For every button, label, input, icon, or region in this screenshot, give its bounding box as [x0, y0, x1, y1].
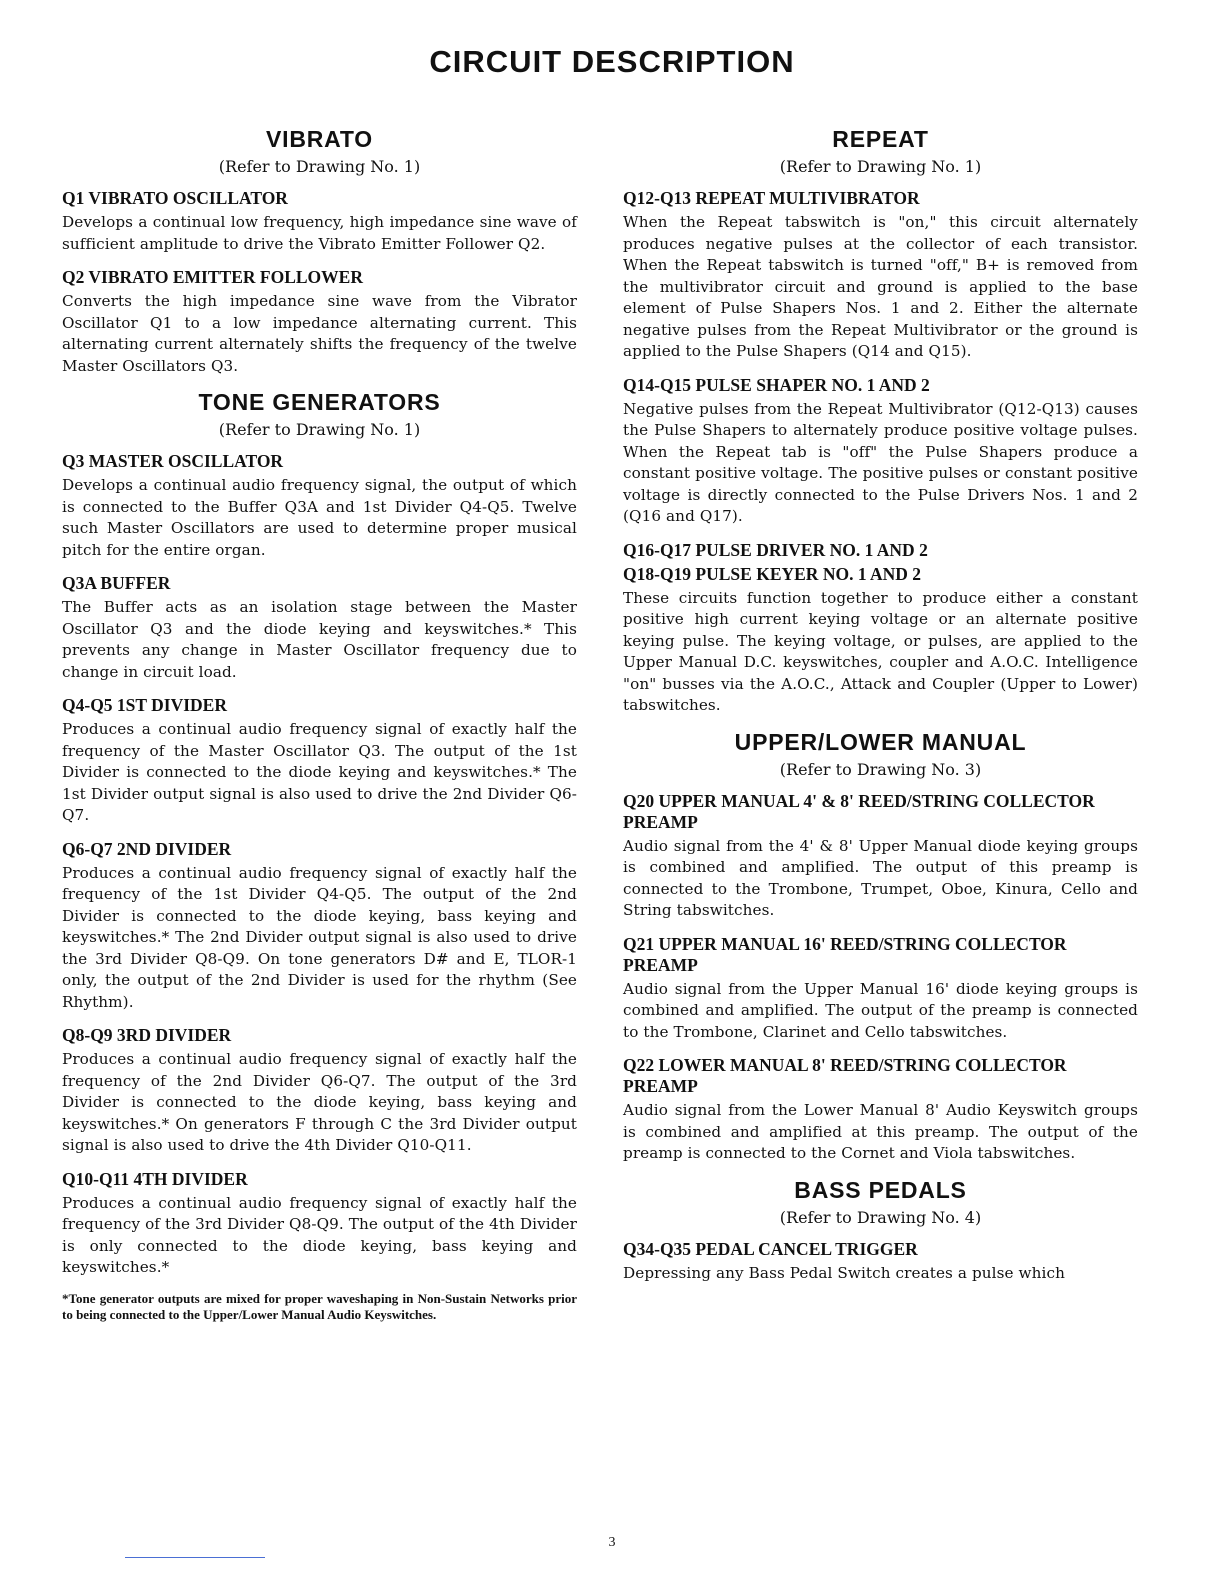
circuit-item: [623, 1055, 1138, 1165]
circuit-item: [62, 188, 577, 255]
circuit-item: [623, 188, 1138, 363]
circuit-item-title: Q8-Q9 3RD DIVIDER: [62, 1025, 232, 1045]
circuit-item-body: Produces a continual audio frequency signal of exactly half the frequency of the 1st Divider Q4-Q5. The output of the 2nd Divider is connected to the diode keying, bass keying and keyswitches.* The 2nd Divider output signal is also used to drive the 3rd Divider Q8-Q9. On tone generators D# and E, TLOR-1 only, the output of the 2nd Divider is used for the rhythm (See Rhythm).: [62, 863, 577, 1011]
section-tone-generators: [62, 389, 577, 1279]
circuit-item-title: Q12-Q13 REPEAT MULTIVIBRATOR: [623, 188, 920, 208]
circuit-item: [623, 1239, 1138, 1285]
circuit-item-body: Converts the high impedance sine wave from the Vibrator Oscillator Q1 to a low impedance alternating current. This alternating current alternately shifts the frequency of the twelve Master Oscillators Q3.: [62, 292, 577, 375]
circuit-item-body: Produces a continual audio frequency signal of exactly half the frequency of the 2nd Divider Q6-Q7. The output of the 3rd Divider is connected to the diode keying, bass keying and keyswitches.* On generators F through C the 3rd Divider output signal is also used to drive the 4th Divider Q10-Q11.: [62, 1050, 577, 1154]
page-number: 3: [608, 1535, 616, 1550]
footnote: *Tone generator outputs are mixed for proper waveshaping in Non-Sustain Networks prior to being connected to the Upper/Lower Manual Audio Keyswitches.: [62, 1290, 577, 1322]
left-column: [62, 120, 577, 1323]
section-vibrato: [62, 126, 577, 377]
circuit-item: [62, 695, 577, 827]
section-reference: (Refer to Drawing No. 1): [218, 420, 421, 439]
circuit-item-title: Q3A BUFFER: [62, 573, 171, 593]
circuit-item-body: Develops a continual low frequency, high impedance sine wave of sufficient amplitude to drive the Vibrato Emitter Follower Q2.: [62, 213, 577, 253]
circuit-item: [623, 375, 1138, 528]
circuit-item-title: Q4-Q5 1ST DIVIDER: [62, 695, 227, 715]
page-title: CIRCUIT DESCRIPTION: [429, 44, 795, 79]
circuit-item-title: Q22 LOWER MANUAL 8' REED/STRING COLLECTOR PREAMP: [623, 1055, 1067, 1096]
circuit-item: [62, 1025, 577, 1157]
circuit-item: [62, 839, 577, 1014]
right-column: [623, 120, 1138, 1296]
section-repeat: [623, 126, 1138, 717]
circuit-item-body: When the Repeat tabswitch is "on," this circuit alternately produces negative pulses at the collector of each transistor. When the Repeat tabswitch is turned "off," B+ is removed from the multivibrator circuit and ground is applied to the base element of Pulse Shapers Nos. 1 and 2. Either the alternate negative pulses from the Repeat Multivibrator or the ground is applied to the Pulse Shapers (Q14 and Q15).: [623, 213, 1138, 360]
circuit-item-body: Audio signal from the Lower Manual 8' Audio Keyswitch groups is combined and amplified at this preamp. The output of the preamp is connected to the Cornet and Viola tabswitches.: [623, 1101, 1138, 1162]
section-title: VIBRATO: [266, 126, 373, 152]
circuit-item-title: Q16-Q17 PULSE DRIVER NO. 1 AND 2: [623, 539, 928, 560]
section-title: UPPER/LOWER MANUAL: [734, 728, 1027, 755]
circuit-item: [623, 540, 1138, 717]
circuit-item: [62, 1169, 577, 1279]
circuit-item-title-secondary: Q18-Q19 PULSE KEYER NO. 1 AND 2: [623, 563, 922, 584]
section-title: TONE GENERATORS: [198, 389, 441, 415]
circuit-item-title: Q2 VIBRATO EMITTER FOLLOWER: [62, 267, 363, 287]
section-title: BASS PEDALS: [794, 1176, 967, 1203]
circuit-item-body: Develops a continual audio frequency signal, the output of which is connected to the Buffer Q3A and 1st Divider Q4-Q5. Twelve such Master Oscillators are used to determine proper musical pitch for the entire organ.: [62, 476, 577, 559]
section-reference: (Refer to Drawing No. 1): [218, 157, 421, 176]
circuit-item: [62, 451, 577, 561]
section-reference: (Refer to Drawing No. 3): [779, 759, 982, 779]
circuit-item-title: Q20 UPPER MANUAL 4' & 8' REED/STRING COLLECTOR PREAMP: [623, 790, 1095, 832]
section-bass-pedals: [623, 1177, 1138, 1285]
circuit-item-title: Q34-Q35 PEDAL CANCEL TRIGGER: [623, 1238, 918, 1259]
circuit-item-body: Produces a continual audio frequency signal of exactly half the frequency of the 3rd Divider Q8-Q9. The output of the 4th Divider is only connected to the diode keying, bass keying and keyswitches.*: [62, 1193, 577, 1276]
circuit-item-body: Depressing any Bass Pedal Switch creates a pulse which: [623, 1263, 1065, 1282]
circuit-item: [62, 267, 577, 377]
circuit-item-title: Q3 MASTER OSCILLATOR: [62, 451, 284, 471]
circuit-item-title: Q1 VIBRATO OSCILLATOR: [62, 188, 288, 208]
circuit-item-body: Audio signal from the 4' & 8' Upper Manual diode keying groups is combined and amplified. The output of this preamp is connected to the Trombone, Trumpet, Oboe, Kinura, Cello and String tabswitches.: [623, 836, 1138, 919]
circuit-item-body: Audio signal from the Upper Manual 16' diode keying groups is combined and amplified. The output of the preamp is connected to the Trombone, Clarinet and Cello tabswitches.: [623, 979, 1138, 1041]
circuit-item-title: Q10-Q11 4TH DIVIDER: [62, 1168, 248, 1189]
circuit-item-body: Negative pulses from the Repeat Multivibrator (Q12-Q13) causes the Pulse Shapers to alternately produce positive voltage pulses. When the Repeat tab is "off" the Pulse Shapers produce a constant positive voltage. The positive pulses or constant positive voltage is directly connected to the Pulse Drivers Nos. 1 and 2 (Q16 and Q17).: [623, 399, 1138, 525]
section-upper-lower-manual: [623, 729, 1138, 1165]
section-reference: (Refer to Drawing No. 4): [779, 1207, 982, 1227]
circuit-item-body: These circuits function together to produce either a constant positive high current keying voltage or an alternate positive keying pulse. The keying voltage, or pulses, are applied to the Upper Manual D.C. keyswitches, coupler and A.O.C. Intelligence "on" busses via the A.O.C., Attack and Coupler (Upper to Lower) tabswitches.: [623, 588, 1138, 714]
circuit-item-body: The Buffer acts as an isolation stage between the Master Oscillator Q3 and the diode keying and keyswitches.* This prevents any change in Master Oscillator frequency due to change in circuit load.: [62, 598, 577, 681]
section-title: REPEAT: [832, 126, 929, 152]
footer-divider: [125, 1557, 265, 1558]
section-reference: (Refer to Drawing No. 1): [779, 157, 982, 176]
circuit-item: [62, 573, 577, 683]
circuit-item: [623, 934, 1138, 1044]
circuit-item-title: Q21 UPPER MANUAL 16' REED/STRING COLLECTOR PREAMP: [623, 933, 1067, 975]
circuit-item-title: Q6-Q7 2ND DIVIDER: [62, 838, 232, 859]
circuit-item-title: Q14-Q15 PULSE SHAPER NO. 1 AND 2: [623, 374, 930, 395]
circuit-item-body: Produces a continual audio frequency signal of exactly half the frequency of the Master Oscillator Q3. The output of the 1st Divider is connected to the diode keying and keyswitches.* The 1st Divider output signal is also used to drive the 2nd Divider Q6-Q7.: [62, 720, 577, 824]
circuit-item: [623, 791, 1138, 922]
